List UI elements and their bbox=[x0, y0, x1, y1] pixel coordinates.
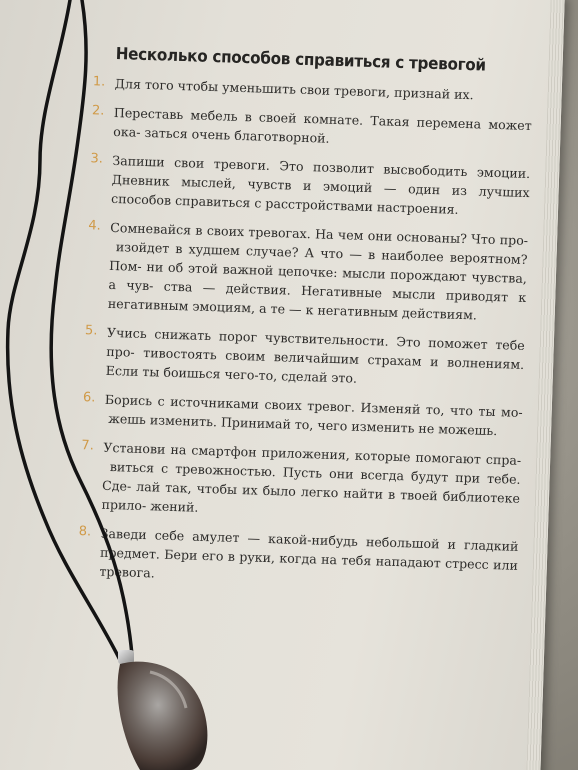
item-text: Сомневайся в своих тревогах. На чем они основаны? Что про- изойдет в худшем случае? А что — в наиболее вероятном? Пом- ни об этой важной цепочке: мысли порождают чувства, а чув- ства — действия. Негативные мысли приводят к негативным эмоциям, а те — к негативным действиям. bbox=[107, 219, 529, 323]
list-item bbox=[82, 390, 523, 441]
item-text: Установи на смартфон приложения, которые помогают спра- виться с тревожностью. Пусть они всегда будут при тебе. Сде- лай так, чтобы их было легко найти в твоей библиотеке прило- жений. bbox=[101, 439, 522, 515]
list-item bbox=[81, 438, 522, 527]
list-item bbox=[78, 524, 519, 594]
item-number: 1. bbox=[92, 74, 106, 90]
page-content bbox=[78, 43, 534, 604]
list-item bbox=[92, 74, 533, 106]
item-text: Борись с источниками своих тревог. Изменяй то, что ты мо- жешь изменить. Принимай то, чего изменить не можешь. bbox=[104, 391, 523, 439]
item-number: 7. bbox=[81, 438, 95, 454]
item-number: 2. bbox=[91, 103, 105, 119]
item-number: 8. bbox=[78, 524, 92, 540]
item-number: 5. bbox=[84, 323, 98, 339]
item-text: Запиши свои тревоги. Это позволит высвободить эмоции. Дневник мыслей, чувств и эмоций — один из лучших способов справиться с расстройствами настроения. bbox=[110, 152, 531, 217]
list-item bbox=[90, 151, 531, 221]
tips-list bbox=[78, 74, 533, 594]
item-number: 3. bbox=[90, 151, 104, 167]
item-text: Учись снижать порог чувствительности. Это поможет тебе про- тивостоять своим величайшим страхам и волнениям. Если ты боишься чего-то, сделай это. bbox=[105, 324, 526, 386]
page-heading: Несколько способов справиться с тревогой bbox=[115, 43, 487, 75]
item-number: 6. bbox=[82, 390, 96, 406]
list-item bbox=[91, 103, 532, 154]
item-number: 4. bbox=[88, 218, 101, 234]
item-text: Заведи себе амулет — какой-нибудь небольшой и гладкий предмет. Бери его в руки, когда на тебя нападают стресс или тревога. bbox=[99, 525, 519, 581]
item-text: Для того чтобы уменьшить свои тревоги, признай их. bbox=[114, 75, 474, 103]
item-text: Переставь мебель в своей комнате. Такая перемена может ока- заться очень благотворной. bbox=[113, 104, 532, 146]
list-item bbox=[84, 323, 526, 393]
list-item bbox=[88, 218, 529, 326]
